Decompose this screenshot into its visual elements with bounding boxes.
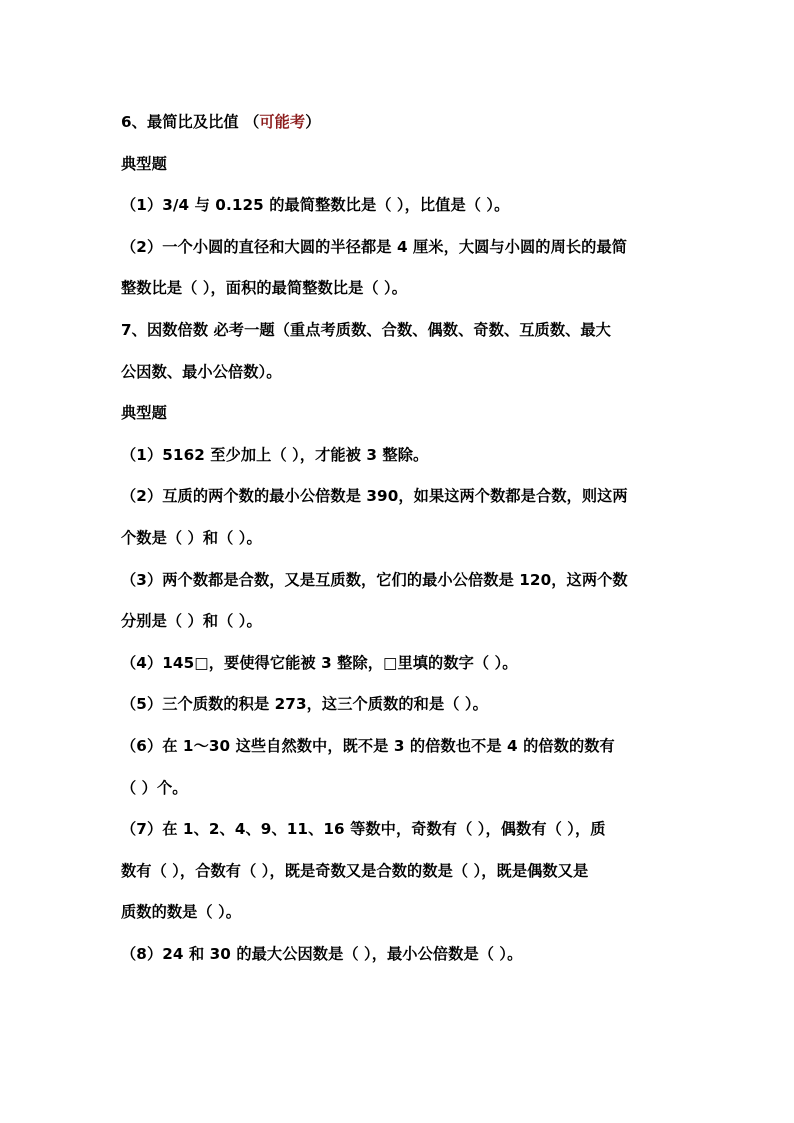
section-7-item-7-line-3: 质数的数是（ ）。 [121,903,242,922]
section-7-item-5: （5）三个质数的积是 273，这三个质数的和是（ ）。 [121,695,488,714]
section-7-item-2-line-1: （2）互质的两个数的最小公倍数是 390，如果这两个数都是合数，则这两 [121,487,628,506]
section-7-item-7-line-2: 数有（ ），合数有（ ），既是奇数又是合数的数是（ ），既是偶数又是 [121,861,589,880]
section-7-item-3-line-2: 分别是（ ）和（ ）。 [121,612,262,631]
document-content [121,102,677,975]
section-6-title-suffix: ） [305,113,321,131]
section-7-item-6-line-2: （ ）个。 [121,778,188,797]
section-6-label: 典型题 [121,154,167,173]
section-7-item-7-line-1: （7）在 1、2、4、9、11、16 等数中，奇数有（ ），偶数有（ ），质 [121,820,606,839]
section-7-item-1: （1）5162 至少加上（ ），才能被 3 整除。 [121,445,429,464]
section-7-title-line-1: 7、因数倍数 必考一题（重点考质数、合数、偶数、奇数、互质数、最大 [121,320,611,339]
section-6-title-tag: 可能考 [259,113,306,131]
section-7-item-3-line-1: （3）两个数都是合数，又是互质数，它们的最小公倍数是 120，这两个数 [121,570,628,589]
section-7-label: 典型题 [121,404,167,423]
section-6-item-1: （1）3/4 与 0.125 的最简整数比是（ ），比值是（ ）。 [121,196,510,215]
section-6-title [121,102,677,144]
section-7-title-line-2: 公因数、最小公倍数）。 [121,362,282,381]
section-6-item-2-line-2: 整数比是（ ），面积的最简整数比是（ ）。 [121,279,408,298]
section-6-item-2-line-1: （2）一个小圆的直径和大圆的半径都是 4 厘米，大圆与小圆的周长的最简 [121,237,628,256]
section-6-title-prefix: 6、最简比及比值 （ [121,113,260,131]
section-7-item-4: （4）145□，要使得它能被 3 整除，□里填的数字（ ）。 [121,653,518,672]
section-7-item-8: （8）24 和 30 的最大公因数是（ ），最小公倍数是（ ）。 [121,944,523,963]
section-7-item-6-line-1: （6）在 1～30 这些自然数中，既不是 3 的倍数也不是 4 的倍数的数有 [121,736,615,755]
section-7-item-2-line-2: 个数是（ ）和（ ）。 [121,528,262,547]
